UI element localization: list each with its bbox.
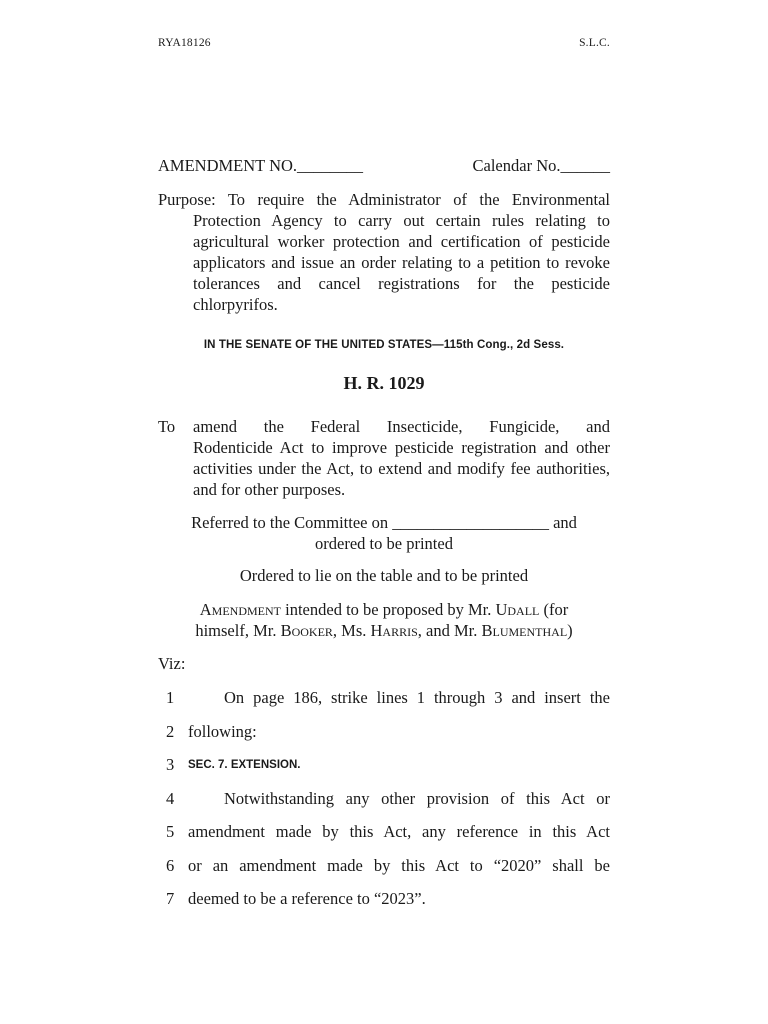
- line-number: 2: [166, 721, 175, 741]
- referred-to-committee: [158, 512, 610, 554]
- referred-line-1: Referred to the Committee on ___________________ and: [191, 513, 577, 532]
- ordered-to-lie-line: Ordered to lie on the table and to be printed: [239, 566, 529, 585]
- line-number: 4: [166, 788, 175, 808]
- cosponsor-booker: Booker: [280, 621, 333, 640]
- intended-text-6: ): [567, 621, 573, 640]
- intended-text-3: himself, Mr.: [195, 621, 281, 640]
- intended-text-4: , Ms.: [332, 621, 371, 640]
- line-text: or an amendment made by this Act to “2020” shall be: [188, 855, 610, 875]
- line-number: 1: [166, 688, 175, 707]
- cosponsor-blumenthal: Blumenthal: [481, 621, 568, 640]
- text-line: [158, 889, 610, 923]
- line-text: following:: [188, 721, 257, 741]
- purpose-paragraph: Purpose: To require the Administrator of the Environmental Protection Agency to carry out certain rules relating to agricultural worker protection and certification of pesticide applicators and issue an order relating to a petition to revoke tolerances and cancel registrations for the pesticide chlorpyrifos.: [158, 190, 610, 314]
- cosponsor-harris: Harris: [370, 621, 418, 640]
- amendment-word: Amendment: [199, 600, 281, 619]
- bill-number: H. R. 1029: [343, 373, 425, 393]
- calendar-number: Calendar No.______: [472, 156, 610, 175]
- referred-line-2: ordered to be printed: [315, 534, 453, 553]
- title-rest: Rodenticide Act to improve pesticide registration and other activities under the Act, to extend and modify fee authorities, and for other purposes.: [193, 438, 610, 499]
- sponsor-udall: Udall: [495, 600, 540, 619]
- line-number: 6: [166, 855, 175, 875]
- line-number: 7: [166, 889, 175, 908]
- amendment-text-lines: [158, 688, 610, 923]
- intended-text-2: (for: [539, 600, 569, 619]
- office-code: S.L.C.: [579, 37, 610, 49]
- text-line: [158, 822, 610, 856]
- amendment-intended-statement: [150, 599, 618, 641]
- title-first-line: amend the Federal Insecticide, Fungicide, and: [193, 417, 610, 436]
- amendment-number-line: [158, 156, 610, 176]
- line-number: 5: [166, 822, 175, 841]
- line-text: Notwithstanding any other provision of this Act or: [224, 788, 610, 808]
- text-line: [158, 755, 610, 789]
- senate-session-line: IN THE SENATE OF THE UNITED STATES—115th Cong., 2d Sess.: [203, 339, 565, 351]
- section-heading: SEC. 7. EXTENSION.: [188, 759, 301, 771]
- line-text: On page 186, strike lines 1 through 3 and insert the: [224, 688, 610, 707]
- text-line: [158, 856, 610, 890]
- text-line: [158, 722, 610, 756]
- amendment-number: AMENDMENT NO.________: [158, 156, 364, 175]
- bill-title: [158, 416, 610, 500]
- text-line: [158, 688, 610, 722]
- title-to-word: To: [158, 417, 176, 436]
- line-number: 3: [166, 755, 175, 774]
- document-id: RYA18126: [158, 37, 211, 49]
- intended-text-5: , and Mr.: [417, 621, 482, 640]
- line-text: deemed to be a reference to “2023”.: [188, 889, 426, 908]
- text-line: [158, 789, 610, 823]
- line-text: amendment made by this Act, any reference in this Act: [188, 822, 610, 841]
- viz-label: Viz:: [158, 654, 186, 673]
- intended-text-1: intended to be proposed by Mr.: [281, 600, 496, 619]
